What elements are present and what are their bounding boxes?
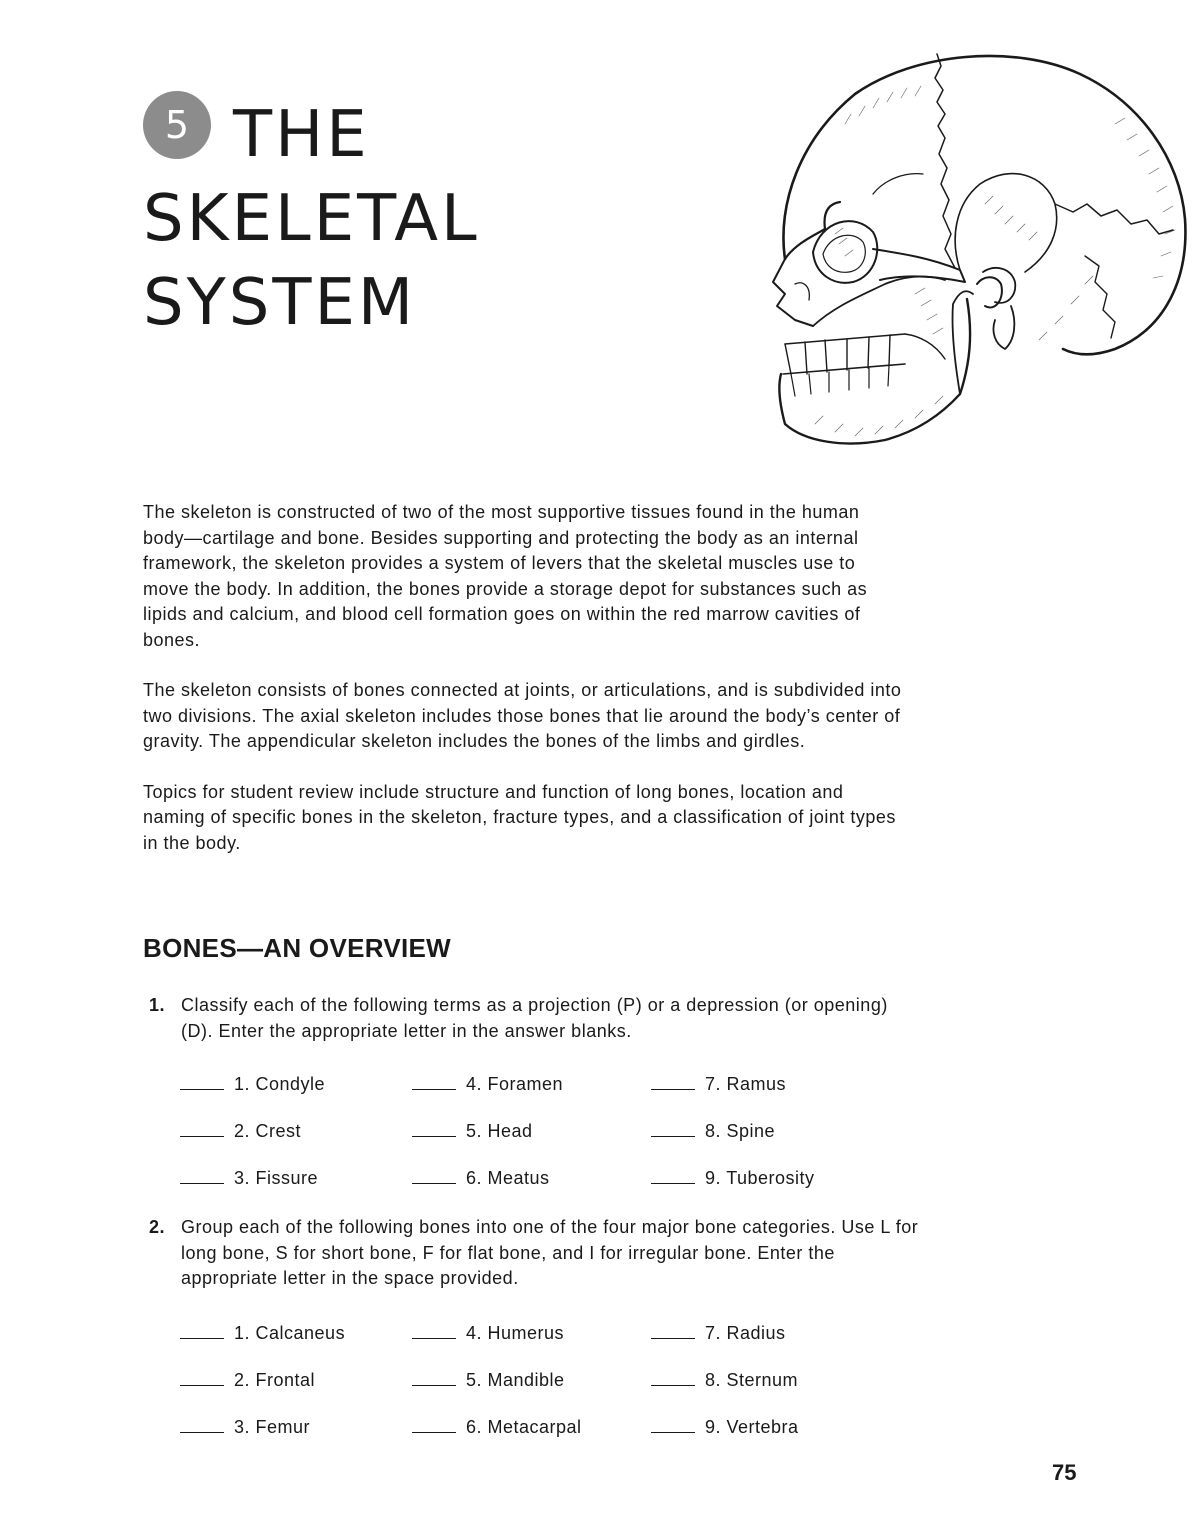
term-label: 2. Frontal xyxy=(234,1370,316,1390)
answer-item xyxy=(412,1116,533,1142)
answer-item xyxy=(651,1069,786,1095)
answer-row xyxy=(180,1116,880,1163)
answer-item xyxy=(412,1365,565,1391)
answer-blank[interactable] xyxy=(412,1365,456,1386)
answer-grid-1 xyxy=(180,1069,880,1210)
answer-item xyxy=(651,1116,775,1142)
term-label: 9. Tuberosity xyxy=(705,1168,815,1188)
question-number: 2. xyxy=(149,1217,166,1237)
term-label: 2. Crest xyxy=(234,1121,302,1141)
answer-grid-2 xyxy=(180,1318,880,1459)
term-label: 3. Femur xyxy=(234,1417,311,1437)
answer-blank[interactable] xyxy=(412,1412,456,1433)
answer-item xyxy=(651,1365,798,1391)
answer-row xyxy=(180,1163,880,1210)
term-label: 9. Vertebra xyxy=(705,1417,799,1437)
chapter-title-line-1: THE SKELETAL xyxy=(143,98,480,256)
term-label: 4. Foramen xyxy=(466,1074,564,1094)
answer-item xyxy=(651,1163,815,1189)
answer-item xyxy=(180,1412,310,1438)
answer-item xyxy=(180,1163,318,1189)
skull-lateral-view-icon xyxy=(755,44,1190,454)
answer-item xyxy=(412,1318,564,1344)
term-label: 8. Sternum xyxy=(705,1370,799,1390)
intro-paragraph: The skeleton consists of bones connected at joints, or articulations, and is subdivided into two divisions. The axial skeleton includes those bones that lie around the body’s center of gravity. The appendicular skeleton includes the bones of the limbs and girdles. xyxy=(143,680,902,751)
answer-blank[interactable] xyxy=(180,1412,224,1433)
answer-item xyxy=(651,1318,786,1344)
answer-row xyxy=(180,1318,880,1365)
term-label: 7. Ramus xyxy=(705,1074,787,1094)
term-label: 1. Calcaneus xyxy=(234,1323,346,1343)
answer-item xyxy=(180,1365,315,1391)
answer-blank[interactable] xyxy=(412,1163,456,1184)
answer-blank[interactable] xyxy=(180,1318,224,1339)
answer-blank[interactable] xyxy=(651,1069,695,1090)
answer-row xyxy=(180,1412,880,1459)
answer-item xyxy=(651,1412,799,1438)
answer-item xyxy=(412,1163,550,1189)
page-number: 75 xyxy=(1052,1460,1077,1485)
question-prompt: Group each of the following bones into one of the four major bone categories. Use L for long bone, S for short bone, F for flat bone, and I for irregular bone. Enter the appropriate letter in the space provided. xyxy=(181,1217,919,1288)
section-heading: BONES—AN OVERVIEW xyxy=(143,933,451,963)
answer-row xyxy=(180,1365,880,1412)
intro-text xyxy=(143,500,903,881)
term-label: 5. Mandible xyxy=(466,1370,565,1390)
chapter-title-line-2: SYSTEM xyxy=(143,266,417,340)
answer-blank[interactable] xyxy=(651,1365,695,1386)
answer-item xyxy=(412,1412,582,1438)
answer-blank[interactable] xyxy=(651,1116,695,1137)
question-1 xyxy=(143,993,923,1044)
chapter-number-badge: 5 xyxy=(143,91,211,159)
term-label: 7. Radius xyxy=(705,1323,786,1343)
chapter-title xyxy=(143,93,723,345)
term-label: 6. Meatus xyxy=(466,1168,550,1188)
answer-item xyxy=(180,1069,325,1095)
term-label: 1. Condyle xyxy=(234,1074,326,1094)
question-prompt: Classify each of the following terms as a projection (P) or a depression (or opening) (D). Enter the appropriate letter in the answer blanks. xyxy=(181,995,888,1041)
answer-item xyxy=(180,1318,345,1344)
term-label: 5. Head xyxy=(466,1121,533,1141)
answer-blank[interactable] xyxy=(651,1163,695,1184)
answer-item xyxy=(412,1069,563,1095)
answer-item xyxy=(180,1116,301,1142)
question-2 xyxy=(143,1215,923,1292)
intro-paragraph: Topics for student review include structure and function of long bones, location and naming of specific bones in the skeleton, fracture types, and a classification of joint types in the body. xyxy=(143,781,896,853)
answer-blank[interactable] xyxy=(180,1163,224,1184)
answer-blank[interactable] xyxy=(180,1069,224,1090)
answer-blank[interactable] xyxy=(412,1116,456,1137)
answer-blank[interactable] xyxy=(180,1365,224,1386)
term-label: 4. Humerus xyxy=(466,1323,565,1343)
answer-blank[interactable] xyxy=(651,1318,695,1339)
intro-paragraph: The skeleton is constructed of two of the most supportive tissues found in the human body—cartilage and bone. Besides supporting and protecting the body as an internal framework, the skeleton provides a system of levers that the skeletal muscles use to move the body. In addition, the bones provide a storage depot for substances such as lipids and calcium, and blood cell formation goes on within the red marrow cavities of bones. xyxy=(143,502,868,650)
term-label: 3. Fissure xyxy=(234,1168,319,1188)
answer-blank[interactable] xyxy=(412,1318,456,1339)
answer-blank[interactable] xyxy=(651,1412,695,1433)
term-label: 8. Spine xyxy=(705,1121,776,1141)
term-label: 6. Metacarpal xyxy=(466,1417,582,1437)
answer-blank[interactable] xyxy=(180,1116,224,1137)
answer-blank[interactable] xyxy=(412,1069,456,1090)
answer-row xyxy=(180,1069,880,1116)
question-number: 1. xyxy=(149,995,166,1015)
